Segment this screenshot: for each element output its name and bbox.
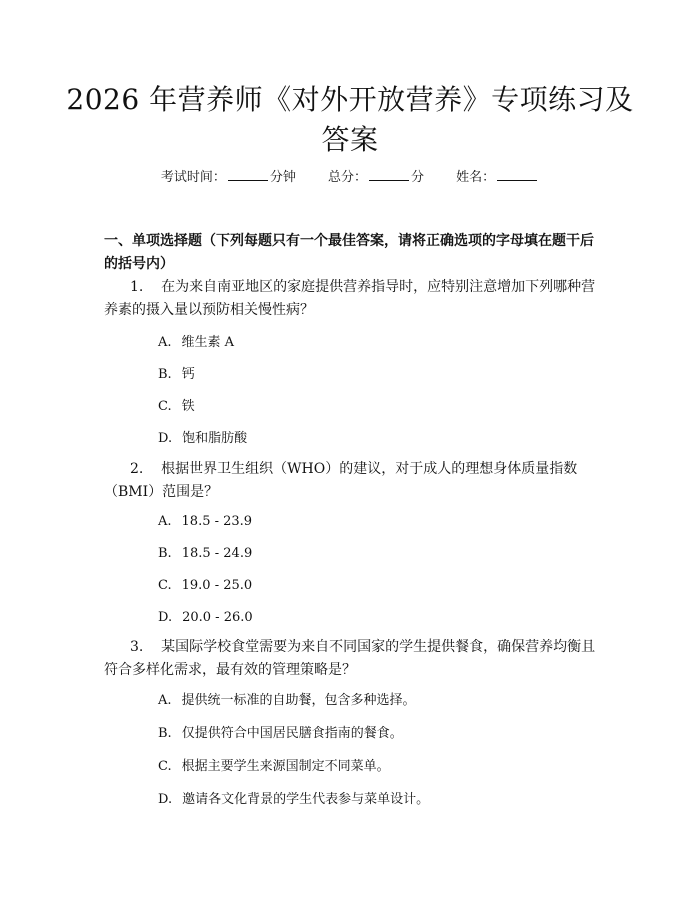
question-number: 1. <box>130 279 144 295</box>
section-heading: 一、单项选择题（下列每题只有一个最佳答案，请将正确选项的字母填在题干后的括号内） <box>104 233 594 272</box>
exam-meta <box>0 168 700 188</box>
option-1a: A. 维生素 A <box>158 335 235 350</box>
option-3c: C. 根据主要学生来源国制定不同菜单。 <box>158 759 390 774</box>
exam-score-label: 总分： <box>327 170 367 185</box>
question-text: 某国际学校食堂需要为来自不同国家的学生提供餐食，确保营养均衡且符合多样化需求，最有效的管理策略是？ <box>104 639 596 678</box>
question-3 <box>104 636 600 682</box>
option-1b: B. 钙 <box>158 367 195 382</box>
exam-name-label: 姓名： <box>456 170 496 185</box>
exam-name-blank <box>497 168 537 181</box>
title-line-2: 答案 <box>321 123 379 156</box>
question-1 <box>104 276 600 322</box>
option-2a: A. 18.5 - 23.9 <box>158 514 253 529</box>
option-3d: D. 邀请各文化背景的学生代表参与菜单设计。 <box>158 792 430 807</box>
question-2 <box>104 458 600 504</box>
option-3b: B. 仅提供符合中国居民膳食指南的餐食。 <box>158 726 403 741</box>
exam-score <box>328 170 424 185</box>
exam-name <box>456 170 539 185</box>
question-number: 2. <box>130 461 144 477</box>
document-title <box>60 80 640 160</box>
exam-score-unit: 分 <box>411 170 425 185</box>
question-number: 3. <box>130 639 144 655</box>
exam-time-blank <box>228 168 268 181</box>
option-2c: C. 19.0 - 25.0 <box>158 578 253 593</box>
option-2d: D. 20.0 - 26.0 <box>158 610 253 625</box>
question-text: 在为来自南亚地区的家庭提供营养指导时，应特别注意增加下列哪种营养素的摄入量以预防相关慢性病？ <box>104 279 596 318</box>
question-text: 根据世界卫生组织（WHO）的建议，对于成人的理想身体质量指数（BMI）范围是？ <box>104 461 578 500</box>
title-line-1: 2026 年营养师《对外开放营养》专项练习及 <box>66 83 634 116</box>
option-1d: D. 饱和脂肪酸 <box>158 431 248 446</box>
option-3a: A. 提供统一标准的自助餐，包含多种选择。 <box>158 693 416 708</box>
exam-time-unit: 分钟 <box>269 170 296 185</box>
exam-score-blank <box>369 168 409 181</box>
exam-time <box>161 170 296 185</box>
option-2b: B. 18.5 - 24.9 <box>158 546 253 561</box>
exam-time-label: 考试时间： <box>160 170 226 185</box>
option-1c: C. 铁 <box>158 399 195 414</box>
